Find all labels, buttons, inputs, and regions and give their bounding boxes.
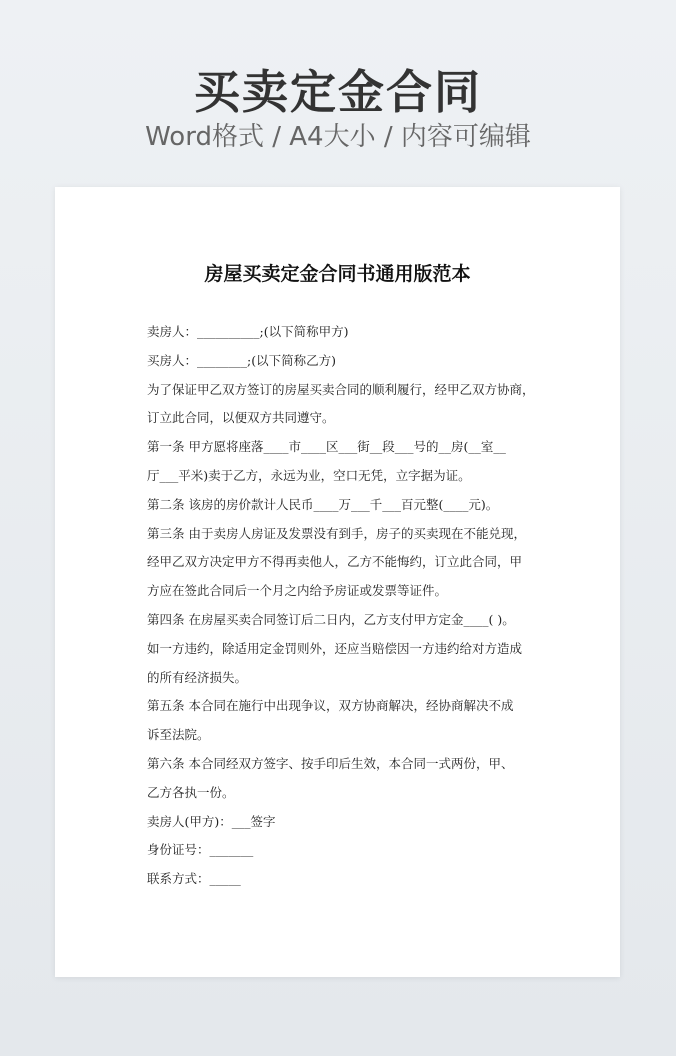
id-number-line: 身份证号：_______ — [147, 842, 254, 858]
banner-subtitle: Word格式 / A4大小 / 内容可编辑 — [145, 122, 531, 152]
article-6-line: 乙方各执一份。 — [147, 784, 235, 800]
article-3-line: 方应在签此合同后一个月之内给予房证或发票等证件。 — [147, 583, 448, 599]
article-1-line: 第一条 甲方愿将座落____市____区___街__段___号的__房(__室__ — [147, 439, 506, 455]
article-3-line: 经甲乙双方决定甲方不得再卖他人，乙方不能悔约，订立此合同，甲 — [147, 554, 523, 570]
document-body — [147, 318, 547, 894]
buyer-line: 买房人：________;(以下简称乙方) — [147, 352, 336, 368]
seller-signature-line: 卖房人(甲方)：___签字 — [147, 813, 276, 829]
article-5-line: 第五条 本合同在施行中出现争议，双方协商解决，经协商解决不成 — [147, 698, 514, 714]
article-4-line: 的所有经济损失。 — [147, 669, 248, 685]
contact-line: 联系方式：_____ — [147, 871, 241, 887]
article-1-line: 厅___平米)卖于乙方，永远为业，空口无凭，立字据为证。 — [147, 467, 471, 483]
article-4-line: 如一方违约，除适用定金罚则外，还应当赔偿因一方违约给对方造成 — [147, 640, 523, 656]
article-3-line: 第三条 由于卖房人房证及发票没有到手，房子的买卖现在不能兑现， — [147, 525, 526, 541]
preamble-line: 为了保证甲乙双方签订的房屋买卖合同的顺利履行，经甲乙双方协商， — [147, 381, 535, 397]
article-5-line: 诉至法院。 — [147, 727, 210, 743]
article-6-line: 第六条 本合同经双方签字、按手印后生效，本合同一式两份，甲、 — [147, 755, 514, 771]
article-2-line: 第二条 该房的房价款计人民币____万___千___百元整(____元)。 — [147, 496, 499, 512]
banner-title: 买卖定金合同 — [194, 65, 482, 119]
document-page — [55, 187, 620, 977]
preamble-line: 订立此合同，以便双方共同遵守。 — [147, 410, 335, 426]
article-4-line: 第四条 在房屋买卖合同签订后二日内，乙方支付甲方定金____( )。 — [147, 611, 515, 627]
seller-line: 卖房人：__________;(以下简称甲方) — [147, 324, 349, 339]
document-title: 房屋买卖定金合同书通用版范本 — [204, 263, 471, 285]
